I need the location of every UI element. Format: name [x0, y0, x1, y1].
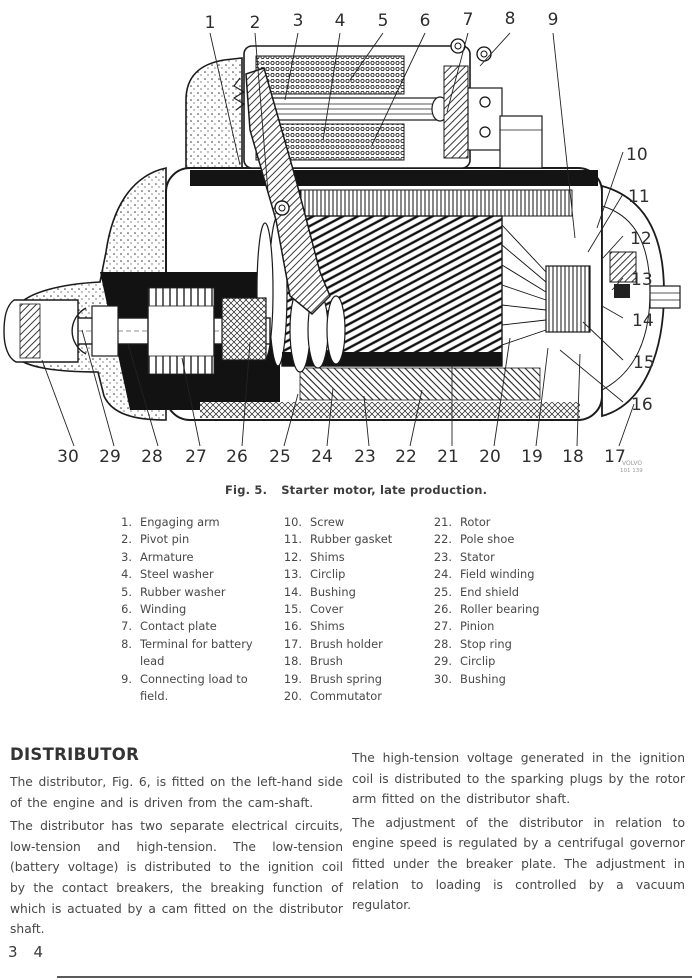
parts-list-item — [276, 514, 438, 531]
part-number: 18. — [283, 654, 302, 669]
callout-number: 9 — [547, 10, 559, 30]
part-number: 13. — [283, 567, 302, 582]
parts-list-item — [106, 601, 278, 618]
part-number: 25. — [433, 584, 452, 599]
part-number: 1. — [121, 515, 132, 529]
distributor-section-left — [10, 745, 343, 943]
parts-list-item — [106, 671, 278, 706]
part-number: 22. — [433, 532, 452, 547]
callout-number: 29 — [99, 447, 121, 467]
part-label: Circlip — [310, 567, 346, 582]
parts-list-column-3 — [426, 514, 598, 688]
part-label: Commutator — [310, 689, 382, 704]
callout-number: 3 — [292, 11, 304, 31]
part-label: Stator — [460, 549, 495, 564]
parts-list-item — [276, 549, 438, 566]
credit-number: 101 139 — [620, 468, 643, 474]
parts-list-item — [426, 601, 598, 618]
body-paragraph: The distributor has two separate electrical circuits, low-tension and high-tension. The low-tension (battery voltage) is distributed to the ignition coil by the contact breakers, the breaking function of which is actuated by a cam fitted on the distributor shaft. — [10, 819, 343, 937]
part-label: Brush spring — [310, 671, 382, 686]
parts-list-item — [276, 671, 438, 688]
part-label: Brush holder — [310, 636, 383, 651]
part-number: 17. — [283, 636, 302, 651]
section-heading: DISTRIBUTOR — [10, 745, 140, 764]
part-label: Armature — [140, 549, 194, 564]
callout-number: 26 — [226, 447, 248, 467]
part-number: 6. — [121, 602, 132, 617]
distributor-section-right — [352, 748, 685, 919]
callout-number: 22 — [395, 447, 417, 467]
part-label: Rotor — [460, 515, 491, 529]
callout-number: 12 — [630, 229, 652, 249]
part-number: 2. — [121, 532, 132, 547]
callout-number: 24 — [311, 447, 333, 467]
parts-list-item — [426, 514, 598, 531]
part-number: 23. — [433, 549, 452, 564]
callout-number: 21 — [437, 447, 459, 467]
starter-motor-cutaway-illustration — [0, 0, 692, 478]
part-label: Rubber washer — [140, 584, 226, 599]
part-number: 24. — [433, 567, 452, 582]
pivot-pin — [275, 201, 289, 215]
part-label: Circlip — [460, 654, 496, 669]
part-label: Bushing — [310, 584, 356, 599]
figure-caption — [225, 483, 487, 497]
parts-list-item — [276, 636, 438, 653]
end-shield-right — [602, 186, 680, 416]
parts-list-item — [106, 531, 278, 548]
part-number: 19. — [283, 671, 302, 686]
callout-number: 8 — [504, 9, 516, 29]
parts-list-item — [276, 531, 438, 548]
parts-list-item — [276, 653, 438, 670]
parts-list-item — [426, 566, 598, 583]
parts-list-item — [426, 531, 598, 548]
part-number: 9. — [121, 671, 132, 686]
part-number: 29. — [433, 654, 452, 669]
part-number: 30. — [433, 671, 452, 686]
part-label: Pivot pin — [140, 532, 190, 547]
figure-caption-number: Fig. 5. — [225, 483, 268, 497]
parts-list-item — [106, 549, 278, 566]
distributor-right-paragraphs — [352, 748, 685, 916]
part-label: Bushing — [460, 671, 506, 686]
parts-list-item — [426, 549, 598, 566]
part-label: Screw — [310, 515, 345, 529]
parts-list-item — [106, 618, 278, 635]
part-number: 20. — [283, 689, 302, 704]
part-number: 14. — [283, 584, 302, 599]
part-number: 8. — [121, 636, 132, 651]
part-label: Stop ring — [460, 636, 512, 651]
callout-number: 5 — [377, 11, 389, 31]
parts-list-item — [426, 653, 598, 670]
part-label: Pole shoe — [460, 532, 515, 547]
part-label: Field winding — [460, 567, 535, 582]
part-label: Contact plate — [140, 619, 217, 634]
part-number: 21. — [433, 515, 452, 529]
part-number: 28. — [433, 636, 452, 651]
callout-number: 2 — [249, 13, 261, 33]
body-paragraph: The adjustment of the distributor in relation to engine speed is regulated by a centrifugal governor fitted under the breaker plate. The adjustment in relation to loading is controlled by a vacuum regulator. — [352, 815, 685, 913]
parts-list-item — [276, 601, 438, 618]
part-label: Shims — [310, 619, 345, 634]
callout-number: 30 — [57, 447, 79, 467]
parts-list-item — [106, 514, 278, 531]
part-label: Steel washer — [140, 567, 214, 582]
callout-number: 20 — [479, 447, 501, 467]
parts-list-item — [426, 584, 598, 601]
part-number: 15. — [283, 602, 302, 617]
callout-number: 11 — [628, 187, 650, 207]
parts-list-item — [426, 618, 598, 635]
callout-number: 18 — [562, 447, 584, 467]
callout-number: 10 — [626, 145, 648, 165]
part-label: End shield — [460, 584, 519, 599]
parts-list-item — [426, 671, 598, 688]
parts-list-item — [106, 566, 278, 583]
part-number: 4. — [121, 567, 132, 582]
page-number-right: 4 — [33, 943, 46, 961]
callout-number: 6 — [419, 11, 431, 31]
parts-list-column-1 — [106, 514, 278, 705]
part-number: 26. — [433, 602, 452, 617]
part-label: Rubber gasket — [310, 532, 393, 547]
body-paragraph: The distributor, Fig. 6, is fitted on the left-hand side of the engine and is driven from the cam-shaft. — [10, 775, 343, 810]
page-number-left: 3 — [8, 943, 20, 961]
part-number: 27. — [433, 619, 452, 634]
footer-rule — [57, 976, 692, 978]
callout-number: 19 — [521, 447, 543, 467]
parts-list-item — [426, 636, 598, 653]
callout-number: 27 — [185, 447, 207, 467]
page-numbers — [8, 943, 59, 961]
figure-starter-motor — [0, 0, 692, 478]
part-number: 11. — [283, 532, 302, 547]
solenoid-assembly — [244, 39, 542, 168]
body-paragraph: The high-tension voltage generated in the ignition coil is distributed to the sparking plugs by the rotor arm fitted on the distributor shaft. — [352, 751, 685, 807]
part-number: 7. — [121, 619, 132, 634]
callout-number: 28 — [141, 447, 163, 467]
callout-number: 16 — [631, 395, 653, 415]
part-label: Connecting load to field. — [140, 671, 248, 704]
part-label: Engaging arm — [140, 515, 220, 529]
volvo-credit: VOLVO — [622, 460, 643, 467]
callout-number: 14 — [632, 311, 654, 331]
part-label: Roller bearing — [460, 602, 540, 617]
callout-number: 17 — [604, 447, 626, 467]
callout-number: 7 — [462, 10, 474, 30]
parts-list-item — [276, 584, 438, 601]
part-label: Cover — [310, 602, 344, 617]
parts-list-item — [276, 618, 438, 635]
part-number: 5. — [121, 584, 132, 599]
parts-list-item — [106, 636, 278, 671]
callout-number: 15 — [633, 353, 655, 373]
parts-list-item — [276, 566, 438, 583]
callout-number: 4 — [334, 11, 346, 31]
parts-list-item — [276, 688, 438, 705]
callout-number: 1 — [204, 13, 216, 33]
distributor-left-paragraphs — [10, 772, 343, 940]
part-label: Pinion — [460, 619, 495, 634]
part-label: Shims — [310, 549, 345, 564]
callout-number: 25 — [269, 447, 291, 467]
part-label: Winding — [140, 602, 187, 617]
parts-list-item — [106, 584, 278, 601]
part-label: Terminal for battery lead — [140, 636, 253, 669]
callout-number: 13 — [631, 270, 653, 290]
part-number: 10. — [283, 515, 302, 529]
figure-caption-text: Starter motor, late production. — [281, 483, 488, 497]
parts-list-column-2 — [276, 514, 438, 705]
part-label: Brush — [310, 654, 343, 669]
part-number: 12. — [283, 549, 302, 564]
part-number: 16. — [283, 619, 302, 634]
part-number: 3. — [121, 549, 132, 564]
callout-number: 23 — [354, 447, 376, 467]
